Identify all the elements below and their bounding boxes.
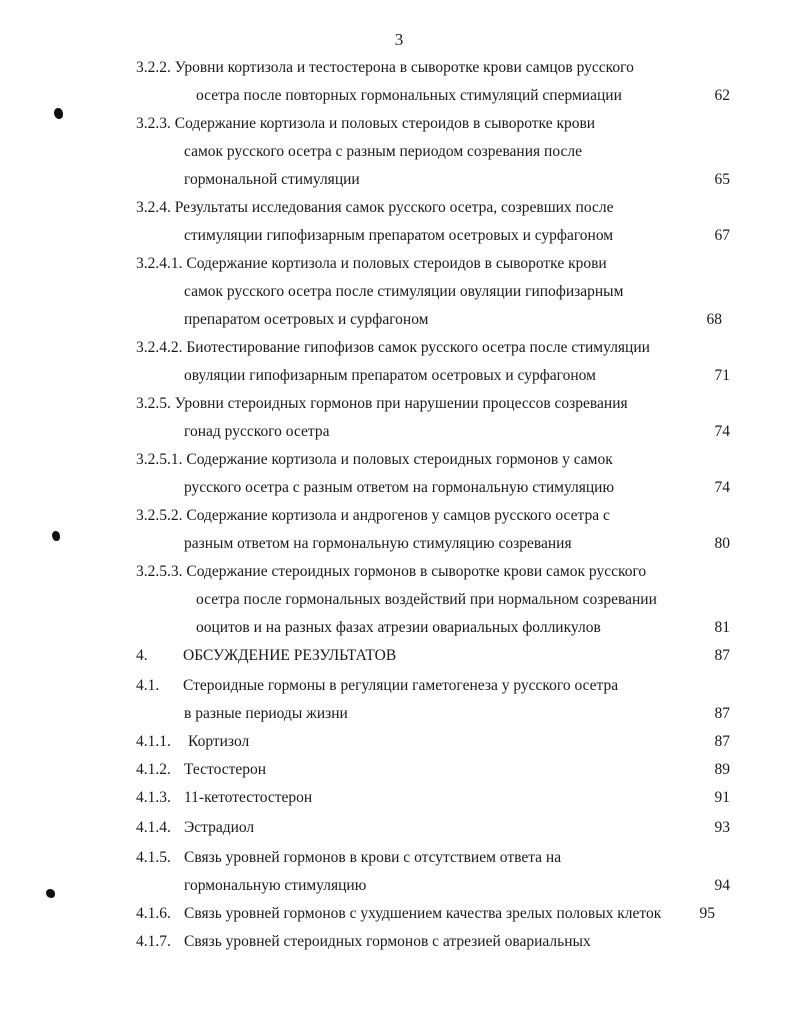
toc-entry-number: 3.2.5.2.	[136, 507, 187, 524]
toc-entry-continuation: стимуляции гипофизарным препаратом осетровых и сурфагоном	[184, 227, 614, 244]
toc-entry-number: 4.1.5.	[136, 849, 171, 866]
toc-page-number: 95	[699, 905, 715, 922]
toc-entry-line	[136, 450, 613, 470]
toc-page-number: 74	[714, 423, 730, 440]
toc-entry-title: Содержание кортизола и половых стероидов в сыворотке крови	[186, 255, 607, 272]
toc-page-number: 74	[714, 479, 730, 496]
toc-entry-number: 4.1.	[136, 677, 160, 694]
toc-entry-continuation: препаратом осетровых и сурфагоном	[184, 311, 429, 328]
toc-entry-number: 4.1.7.	[136, 933, 171, 950]
toc-entry-number: 3.2.5.1.	[136, 451, 187, 468]
toc-page-number: 62	[714, 87, 730, 104]
toc-entry-number: 3.2.2.	[136, 59, 175, 76]
toc-page-number: 71	[714, 367, 730, 384]
toc-entry-continuation: в разные периоды жизни	[184, 705, 348, 722]
toc-entry-title: Связь уровней гормонов в крови с отсутствием ответа на	[184, 849, 562, 866]
toc-entry-line	[136, 58, 634, 78]
toc-entry-title: Уровни кортизола и тестостерона в сыворотке крови самцов русского	[174, 59, 634, 76]
page-number: 3	[394, 30, 404, 49]
toc-entry-number: 4.1.1.	[136, 733, 171, 750]
toc-page-number: 87	[714, 733, 730, 750]
toc-entry-title: Кортизол	[188, 733, 250, 750]
toc-entry-title: Уровни стероидных гормонов при нарушении процессов созревания	[174, 395, 628, 412]
toc-entry-continuation: русского осетра с разным ответом на гормональную стимуляцию	[184, 479, 615, 496]
toc-entry-title: Биотестирование гипофизов самок русского осетра после стимуляции	[186, 339, 650, 356]
toc-entry-line	[136, 932, 591, 952]
toc-page-number: 81	[714, 619, 730, 636]
scan-speck	[46, 889, 55, 898]
toc-entry-line	[136, 114, 595, 134]
toc-page-number: 87	[714, 705, 730, 722]
toc-entry-number: 3.2.5.3.	[136, 563, 187, 580]
toc-entry-line	[136, 394, 628, 414]
toc-page-number: 91	[714, 789, 730, 806]
toc-entry-title: Эстрадиол	[184, 819, 255, 836]
toc-entry-number: 4.1.3.	[136, 789, 171, 806]
toc-entry-title: Стероидные гормоны в регуляции гаметогенеза у русского осетра	[183, 677, 619, 694]
toc-entry-line	[136, 818, 254, 838]
toc-entry-title: Результаты исследования самок русского осетра, созревших после	[174, 199, 614, 216]
toc-entry-number: 3.2.3.	[136, 115, 175, 132]
toc-page-number: 68	[706, 311, 722, 328]
toc-page-number: 93	[714, 819, 730, 836]
scan-speck	[52, 531, 60, 541]
toc-entry-continuation: осетра после гормональных воздействий при нормальном созревании	[196, 591, 657, 608]
toc-entry-line	[136, 506, 610, 526]
toc-entry-continuation: гонад русского осетра	[184, 423, 330, 440]
toc-entry-title: 11-кетотестостерон	[184, 789, 313, 806]
toc-entry-number: 4.1.2.	[136, 761, 171, 778]
toc-entry-continuation: ооцитов и на разных фазах атрезии овариальных фолликулов	[196, 619, 601, 636]
toc-entry-continuation: гормональной стимуляции	[184, 171, 360, 188]
toc-entry-number: 3.2.5.	[136, 395, 175, 412]
toc-entry-line	[136, 254, 607, 274]
toc-page-number: 67	[714, 227, 730, 244]
toc-entry-title: Содержание кортизола и андрогенов у самцов русского осетра с	[186, 507, 610, 524]
toc-entry-line	[136, 562, 646, 582]
toc-entry-line	[136, 848, 561, 868]
toc-entry-line	[136, 676, 618, 696]
toc-page-number: 89	[714, 761, 730, 778]
toc-page-number: 80	[714, 535, 730, 552]
toc-entry-line	[136, 338, 650, 358]
toc-entry-title: Тестостерон	[184, 761, 267, 778]
toc-entry-number: 3.2.4.	[136, 199, 175, 216]
toc-entry-line	[136, 198, 613, 218]
scan-speck	[54, 108, 63, 119]
toc-entry-number: 3.2.4.2.	[136, 339, 187, 356]
toc-page-number: 87	[714, 647, 730, 664]
toc-entry-continuation: гормональную стимуляцию	[184, 877, 367, 894]
toc-entry-number: 3.2.4.1.	[136, 255, 187, 272]
toc-entry-title: Связь уровней стероидных гормонов с атрезией овариальных	[184, 933, 591, 950]
toc-entry-number: 4.	[136, 647, 148, 664]
toc-entry-line	[136, 760, 266, 780]
toc-entry-title: Связь уровней гормонов с ухудшением качества зрелых половых клеток	[184, 905, 662, 922]
toc-entry-continuation: самок русского осетра с разным периодом созревания после	[184, 143, 582, 160]
toc-entry-number: 4.1.6.	[136, 905, 171, 922]
toc-entry-continuation: овуляции гипофизарным препаратом осетровых и сурфагоном	[184, 367, 596, 384]
toc-entry-line	[136, 732, 249, 752]
toc-entry-title: Содержание кортизола и половых стероидных гормонов у самок	[186, 451, 613, 468]
toc-entry-continuation: самок русского осетра после стимуляции овуляции гипофизарным	[184, 283, 624, 300]
toc-entry-continuation: осетра после повторных гормональных стимуляций спермиации	[196, 87, 622, 104]
toc-entry-title: ОБСУЖДЕНИЕ РЕЗУЛЬТАТОВ	[183, 647, 397, 664]
toc-entry-line	[136, 904, 661, 924]
toc-entry-continuation: разным ответом на гормональную стимуляцию созревания	[184, 535, 572, 552]
toc-entry-title: Содержание стероидных гормонов в сыворотке крови самок русского	[186, 563, 647, 580]
toc-page-number: 94	[714, 877, 730, 894]
toc-entry-number: 4.1.4.	[136, 819, 171, 836]
toc-entry-line	[136, 788, 312, 808]
toc-entry-title: Содержание кортизола и половых стероидов в сыворотке крови	[174, 115, 596, 132]
toc-page-number: 65	[714, 171, 730, 188]
toc-entry-line	[136, 646, 396, 666]
